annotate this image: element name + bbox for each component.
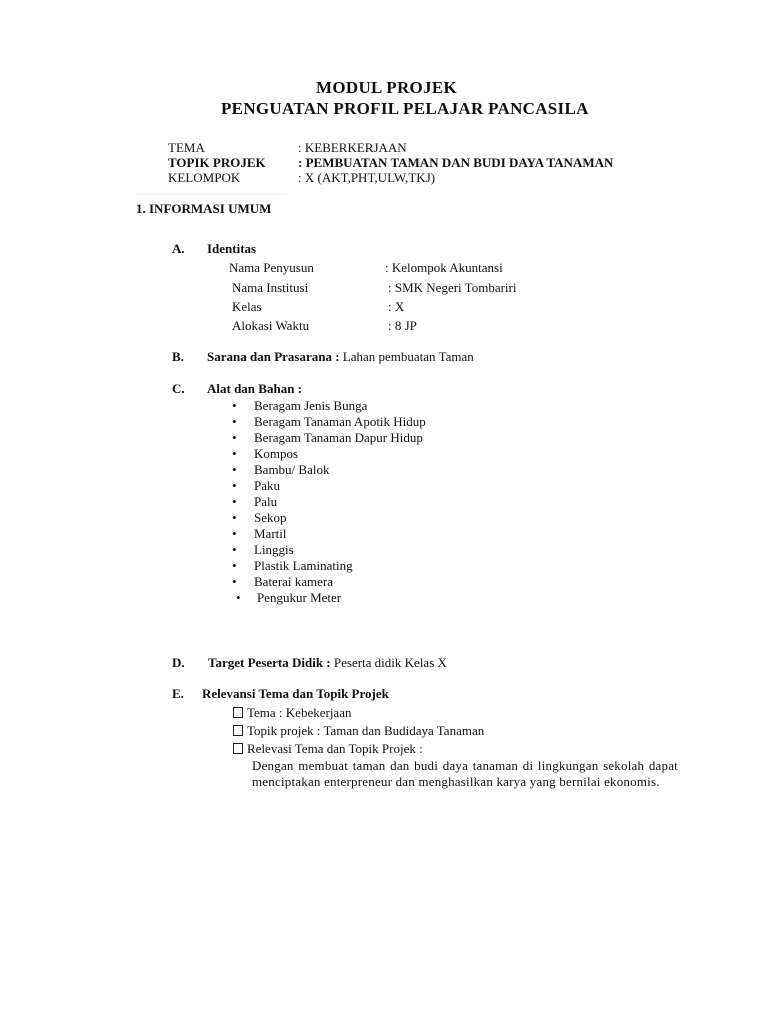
bullet-icon: • (232, 414, 237, 429)
list-item-text: Pengukur Meter (257, 590, 342, 605)
bullet-icon: • (236, 590, 241, 605)
relevansi-item (233, 723, 484, 739)
list-item-text: Linggis (254, 542, 294, 557)
title-line-2: PENGUATAN PROFIL PELAJAR PANCASILA (221, 99, 589, 118)
list-item-text: Palu (254, 494, 278, 509)
list-item (232, 462, 426, 478)
bullet-icon: • (232, 478, 237, 493)
kelompok-label: KELOMPOK (168, 170, 241, 185)
list-item (232, 446, 426, 462)
list-item-text: Beragam Tanaman Apotik Hidup (254, 414, 426, 429)
alat-letter: C. (172, 381, 185, 396)
topik-value: : PEMBUATAN TAMAN DAN BUDI DAYA TANAMAN (298, 155, 614, 170)
list-item-text: Bambu/ Balok (254, 462, 330, 477)
bullet-icon: • (232, 526, 237, 541)
section-heading: 1. INFORMASI UMUM (136, 201, 272, 216)
tema-value: : KEBERKERJAAN (298, 140, 407, 155)
bullet-icon: • (232, 510, 237, 525)
list-item-text: Martil (254, 526, 287, 541)
bullet-icon: • (232, 574, 237, 589)
alat-heading: Alat dan Bahan : (207, 381, 302, 396)
list-item-text: Sekop (254, 510, 287, 525)
target-value: Peserta didik Kelas X (333, 655, 447, 670)
list-item (232, 558, 426, 574)
list-item-text: Baterai kamera (254, 574, 334, 589)
identitas-label: Kelas (232, 299, 262, 314)
list-item (232, 542, 426, 558)
alat-list (232, 398, 426, 606)
relevansi-heading: Relevansi Tema dan Topik Projek (202, 686, 389, 701)
bullet-icon: • (232, 462, 237, 477)
sarana-line (207, 349, 474, 365)
list-item (232, 478, 426, 494)
target-heading: Target Peserta Didik : (208, 655, 331, 670)
identitas-heading: Identitas (207, 241, 257, 256)
checkbox-icon (233, 725, 243, 736)
list-item-text: Beragam Tanaman Dapur Hidup (254, 430, 423, 445)
identitas-label: Alokasi Waktu (232, 318, 310, 333)
relevansi-item (233, 705, 351, 721)
checkbox-icon (233, 707, 243, 718)
bullet-icon: • (232, 430, 237, 445)
target-line (208, 655, 447, 671)
identitas-label: Nama Institusi (232, 280, 309, 295)
identitas-value: : SMK Negeri Tombariri (388, 280, 517, 295)
list-item-text: Plastik Laminating (254, 558, 353, 573)
relevansi-item-text: Relevasi Tema dan Topik Projek : (247, 741, 423, 756)
relevansi-paragraph: Dengan membuat taman dan budi daya tanaman di lingkungan sekolah dapat menciptakan enterpreneur dan menghasilkan karya yang bernilai ekonomis. (252, 758, 678, 789)
list-item-text: Kompos (254, 446, 299, 461)
relevansi-item (233, 741, 423, 757)
bullet-icon: • (232, 494, 237, 509)
relevansi-item-text: Tema : Kebekerjaan (247, 705, 352, 720)
identitas-label: Nama Penyusun (229, 260, 314, 275)
kelompok-value: : X (AKT,PHT,ULW,TKJ) (298, 170, 436, 185)
tema-label: TEMA (168, 140, 205, 155)
sarana-heading: Sarana dan Prasarana : (207, 349, 340, 364)
identitas-letter: A. (172, 241, 185, 256)
divider (136, 194, 286, 195)
target-letter: D. (172, 655, 185, 670)
list-item (232, 398, 426, 414)
identitas-value: : X (388, 299, 405, 314)
list-item-text: Paku (254, 478, 280, 493)
title-line-1: MODUL PROJEK (316, 78, 458, 97)
list-item (236, 590, 430, 606)
relevansi-letter: E. (172, 686, 184, 701)
checkbox-icon (233, 743, 243, 754)
list-item-text: Beragam Jenis Bunga (254, 398, 368, 413)
sarana-value: Lahan pembuatan Taman (342, 349, 474, 364)
list-item (232, 414, 426, 430)
list-item (232, 494, 426, 510)
bullet-icon: • (232, 398, 237, 413)
list-item (232, 574, 426, 590)
relevansi-item-text: Topik projek : Taman dan Budidaya Tanaman (247, 723, 485, 738)
list-item (232, 510, 426, 526)
bullet-icon: • (232, 446, 237, 461)
bullet-icon: • (232, 542, 237, 557)
list-item (232, 430, 426, 446)
identitas-value: : Kelompok Akuntansi (385, 260, 503, 275)
bullet-icon: • (232, 558, 237, 573)
list-item (232, 526, 426, 542)
sarana-letter: B. (172, 349, 184, 364)
topik-label: TOPIK PROJEK (168, 155, 266, 170)
identitas-value: : 8 JP (388, 318, 417, 333)
